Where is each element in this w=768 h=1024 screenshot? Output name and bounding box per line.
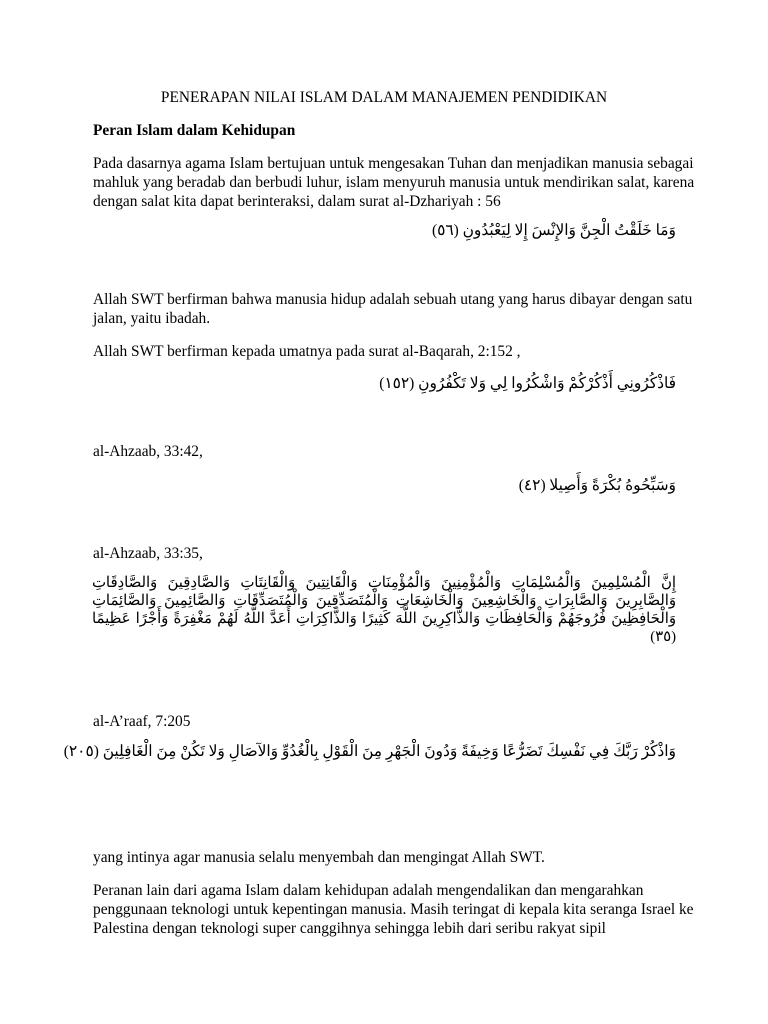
paragraph-intro: Pada dasarnya agama Islam bertujuan untuk mengesakan Tuhan dan menjadikan manusia sebagai mahluk yang beradab dan berbudi luhur, islam menyuruh manusia untuk mendirikan salat, karena dengan salat kita dapat berinteraksi, dalam surat al-Dzhariyah : 56 bbox=[93, 155, 695, 210]
paragraph-baqarah: Allah SWT berfirman kepada umatnya pada surat al-Baqarah, 2:152 , bbox=[93, 343, 521, 360]
arabic-verse-dzhariyah: وَمَا خَلَقْتُ الْجِنَّ وَالإِنْسَ إِلا لِيَعْبُدُونِ (٥٦) bbox=[431, 222, 676, 239]
arabic-verse-ahzaab-35: إِنَّ الْمُسْلِمِينَ وَالْمُسْلِمَاتِ وَالْمُؤْمِنِينَ وَالْمُؤْمِنَاتِ وَالْقَانِتِينَ وَالْقَانِتَاتِ وَالصَّادِقِينَ وَالصَّادِقَاتِ وَالصَّابِرِينَ وَالصَّابِرَاتِ وَالْخَاشِعِينَ وَالْخَاشِعَاتِ وَالْمُتَصَدِّقِينَ وَالْمُتَصَدِّقَاتِ وَالصَّائِمِينَ وَالصَّائِمَاتِ وَالْحَافِظِينَ فُرُوجَهُمْ وَالْحَافِظَاتِ وَالذَّاكِرِينَ اللَّهَ كَثِيرًا وَالذَّاكِرَاتِ أَعَدَّ اللَّهُ لَهُمْ مَغْفِرَةً وَأَجْرًا عَظِيمًا (٣٥) bbox=[92, 575, 676, 645]
reference-ahzaab-35: al-Ahzaab, 33:35, bbox=[93, 545, 203, 562]
reference-ahzaab-42: al-Ahzaab, 33:42, bbox=[93, 443, 203, 460]
paragraph-conclusion: yang intinya agar manusia selalu menyembah dan mengingat Allah SWT. bbox=[93, 849, 545, 866]
arabic-verse-ahzaab-42: وَسَبِّحُوهُ بُكْرَةً وَأَصِيلا (٤٢) bbox=[518, 477, 676, 494]
reference-araaf-205: al-A’raaf, 7:205 bbox=[93, 713, 191, 730]
arabic-verse-baqarah: فَاذْكُرُونِي أَذْكُرْكُمْ وَاشْكُرُوا لِي وَلا تَكْفُرُونِ (١٥٢) bbox=[379, 375, 676, 392]
arabic-verse-araaf: وَاذْكُرْ رَبَّكَ فِي نَفْسِكَ تَضَرُّعًا وَخِيفَةً وَدُونَ الْجَهْرِ مِنَ الْقَوْلِ بِالْغُدُوِّ وَالآصَالِ وَلا تَكُنْ مِنَ الْغَافِلِينَ (٢٠٥) bbox=[63, 743, 676, 760]
section-heading: Peran Islam dalam Kehidupan bbox=[93, 122, 296, 139]
paragraph-ibadah: Allah SWT berfirman bahwa manusia hidup adalah sebuah utang yang harus dibayar dengan satu jalan, yaitu ibadah. bbox=[93, 291, 693, 327]
document-title: PENERAPAN NILAI ISLAM DALAM MANAJEMEN PENDIDIKAN bbox=[160, 89, 608, 106]
paragraph-technology: Peranan lain dari agama Islam dalam kehidupan adalah mengendalikan dan mengarahkan penggunaan teknologi untuk kepentingan manusia. Masih teringat di kepala kita seranga Israel ke Palestina dengan teknologi super canggihnya sehingga lebih dari seribu rakyat sipil bbox=[93, 882, 694, 937]
